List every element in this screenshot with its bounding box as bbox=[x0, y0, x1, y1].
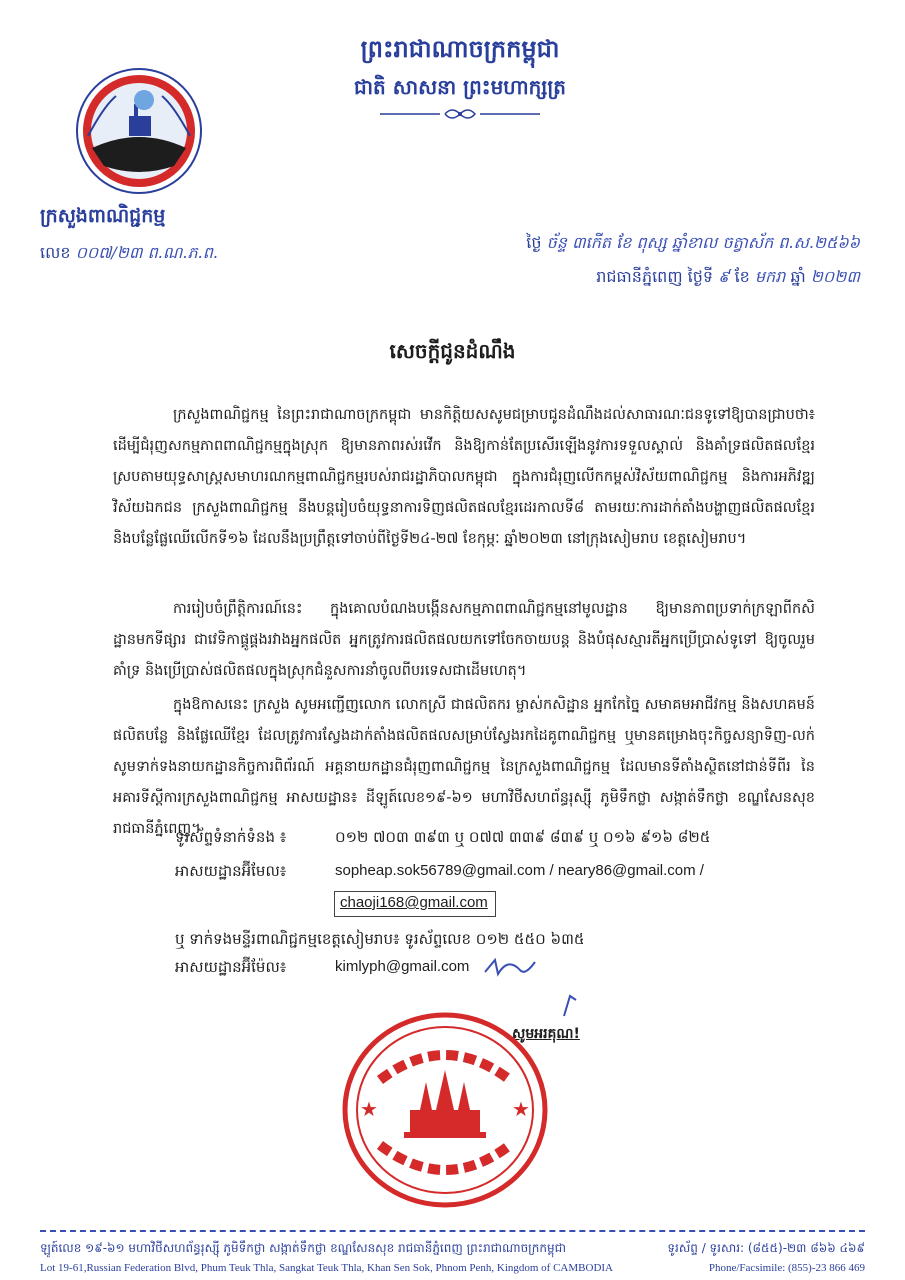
date-month-label: ខែ bbox=[734, 267, 750, 286]
date-month: មករា bbox=[754, 267, 786, 286]
notice-title: សេចក្ដីជូនដំណឹង bbox=[389, 339, 516, 363]
signature-tick bbox=[560, 990, 580, 1020]
alt-email-value[interactable]: kimlyph@gmail.com bbox=[335, 958, 470, 975]
phone-row bbox=[175, 828, 710, 850]
date-city: រាជធានីភ្នំពេញ ថ្ងៃទី bbox=[596, 267, 714, 286]
footer-divider bbox=[40, 1230, 865, 1232]
paragraph-3: ក្នុងឱកាសនេះ ក្រសួង សូមអញ្ជើញលោក លោកស្រី ជាផលិតករ ម្ចាស់កសិដ្ឋាន អ្នកកែច្នៃ សមាគមអាជីវកម្ម និងសហគមន៍ផលិតបន្លែ និងផ្លែឈើខ្មែរ ដែលត្រូវការស្វែងដាក់តាំងផលិតផលសម្រាប់ស្វែងរកដៃគូពាណិជ្ជកម្ម ឬមានគម្រោងចុះកិច្ចសន្យាទិញ-លក់ សូមទាក់ទងនាយកដ្ឋានកិច្ចការពិព័រណ៍ អគ្គនាយកដ្ឋានជំរុញពាណិជ្ជកម្ម នៃក្រសួងពាណិជ្ជកម្ម ដែលមានទីតាំងស្ថិតនៅជាន់ទីពីរ នៃអគារទីស្តីការក្រសួងពាណិជ្ជកម្ម អាសយដ្ឋាន៖ ដីឡូត៍លេខ១៩-៦១ មហាវិថីសហព័ន្ធរុស្ស៊ី ភូមិទឹកថ្លា សង្កាត់ទឹកថ្លា ខណ្ឌសែនសុខ រាជធានីភ្នំពេញ។ bbox=[113, 697, 815, 837]
footer-address-en: Lot 19-61,Russian Federation Blvd, Phum Teuk Thla, Sangkat Teuk Thla, Khan Sen Sok, Phnom Penh, Kingdom of CAMBODIA bbox=[40, 1262, 613, 1274]
footer-phone-kh: ទូរស័ព្ទ / ទូរសារ: (៨៥៥)-២៣ ៨៦៦ ៤៦៩ bbox=[667, 1241, 865, 1255]
date-year-label: ឆ្នាំ bbox=[790, 267, 806, 286]
paragraph-1: ក្រសួងពាណិជ្ជកម្ម នៃព្រះរាជាណាចក្រកម្ពុជា មានកិត្តិយសសូមជម្រាបជូនដំណឹងដល់សាធារណៈជនទូទៅឱ្យបានជ្រាបថា៖ ដើម្បីជំរុញសកម្មភាពពាណិជ្ជកម្មក្នុងស្រុក ឱ្យមានភាពរស់រវើក និងឱ្យកាន់តែប្រសើរឡើងនូវការទទួលស្គាល់ និងគាំទ្រផលិតផលខ្មែរ ស្របតាមយុទ្ធសាស្ត្រសមាហរណកម្មពាណិជ្ជកម្មរបស់រាជរដ្ឋាភិបាលកម្ពុជា ក្នុងការជំរុញលើកកម្ពស់វិស័យពាណិជ្ជកម្ម និងការអភិវឌ្ឍវិស័យឯកជន ក្រសួងពាណិជ្ជកម្ម នឹងបន្តរៀបចំយុទ្ធនាការទិញផលិតផលខ្មែរដេរកាលទី៨ តាមរយៈការដាក់តាំងបង្ហាញផលិតផលខ្មែរ និងបន្លែផ្លែឈើលើកទី១៦ ដែលនឹងប្រព្រឹត្តទៅចាប់ពីថ្ងៃទី២៤-២៧ ខែកុម្ភៈ ឆ្នាំ២០២៣ នៅក្រុងសៀមរាប ខេត្តសៀមរាប។ bbox=[113, 407, 815, 547]
alt-contact: ឬ ទាក់ទងមន្ទីរពាណិជ្ជកម្មខេត្តសៀមរាប៖ ទូរស័ព្ទលេខ ០១២ ៥៥០ ៦៣៥ bbox=[175, 930, 585, 948]
official-seal bbox=[340, 1010, 550, 1210]
kingdom-heading: ព្រះរាជាណាចក្រកម្ពុជា bbox=[360, 35, 560, 63]
email-label: អាសយដ្ឋានអ៊ីមែល៖ bbox=[175, 862, 287, 880]
alt-email-row bbox=[175, 958, 469, 980]
ministry-name: ក្រសួងពាណិជ្ជកម្ម bbox=[40, 205, 166, 227]
ministry-logo bbox=[74, 66, 204, 196]
email-value[interactable]: sopheap.sok56789@gmail.com / neary86@gmail.com / bbox=[335, 862, 704, 879]
reference-number bbox=[40, 242, 218, 266]
phone-label: ទូរស័ព្ទទំនាក់ទំនង ៖ bbox=[175, 828, 287, 846]
lunar-date bbox=[526, 232, 860, 256]
svg-text:★: ★ bbox=[512, 1097, 530, 1121]
ref-label: លេខ bbox=[40, 243, 71, 262]
paragraph-2: ការរៀបចំព្រឹត្តិការណ៍នេះ ក្នុងគោលបំណងបង្កើនសកម្មភាពពាណិជ្ជកម្មនៅមូលដ្ឋាន ឱ្យមានភាពប្រទាក់ក្រឡាពីកសិដ្ឋានមកទីផ្សារ ជាវេទិកាផ្គូផ្គងរវាងអ្នកផលិត អ្នកត្រូវការផលិតផលយកទៅចែកចាយបន្ត និងបំផុសស្មារតីអ្នកប្រើប្រាស់ទូទៅ ឱ្យចូលរួមគាំទ្រ និងប្រើប្រាស់ផលិតផលក្នុងស្រុកជំនួសការនាំចូលពីបរទេសជាដើមហេតុ។ bbox=[113, 601, 815, 679]
email-value-2[interactable]: chaoji168@gmail.com bbox=[340, 894, 488, 911]
footer-phone-en: Phone/Facsimile: (855)-23 866 469 bbox=[708, 1262, 865, 1274]
solar-date bbox=[596, 266, 860, 290]
date-day: ៩ bbox=[718, 267, 730, 286]
ornament-divider bbox=[380, 106, 540, 122]
lunar-label: ថ្ងៃ bbox=[526, 233, 542, 252]
footer-address-kh: ឡូត៍លេខ ១៩-៦១ មហាវិថីសហព័ន្ធរុស្ស៊ី ភូមិទឹកថ្លា សង្កាត់ទឹកថ្លា ខណ្ឌសែនសុខ រាជធានីភ្នំពេញ ព្រះរាជាណាចក្រកម្ពុជា bbox=[40, 1241, 567, 1255]
signature-mark bbox=[480, 952, 540, 982]
date-year: ២០២៣ bbox=[810, 267, 860, 286]
svg-text:★: ★ bbox=[360, 1097, 378, 1121]
lunar-value: ច័ន្ទ ៣កើត ខែ ពុស្ស ឆ្នាំខាល ចត្វាស័ក ព.ស.២៥៦៦ bbox=[546, 233, 860, 252]
closing-thanks: សូមអរគុណ! bbox=[512, 1026, 580, 1042]
phone-value: ០១២ ៧០៣ ៣៩៣ ឬ ០៧៧ ៣៣៩ ៨៣៩ ឬ ០១៦ ៩១៦ ៨២៥ bbox=[335, 828, 711, 846]
motto-heading: ជាតិ សាសនា ព្រះមហាក្សត្រ bbox=[354, 75, 566, 99]
email-row bbox=[175, 862, 704, 884]
alt-email-label: អាសយដ្ឋានអ៊ីម៉ែល៖ bbox=[175, 958, 287, 976]
ref-value: ០០៧/២៣ ព.ណ.ភ.ព. bbox=[75, 243, 218, 262]
